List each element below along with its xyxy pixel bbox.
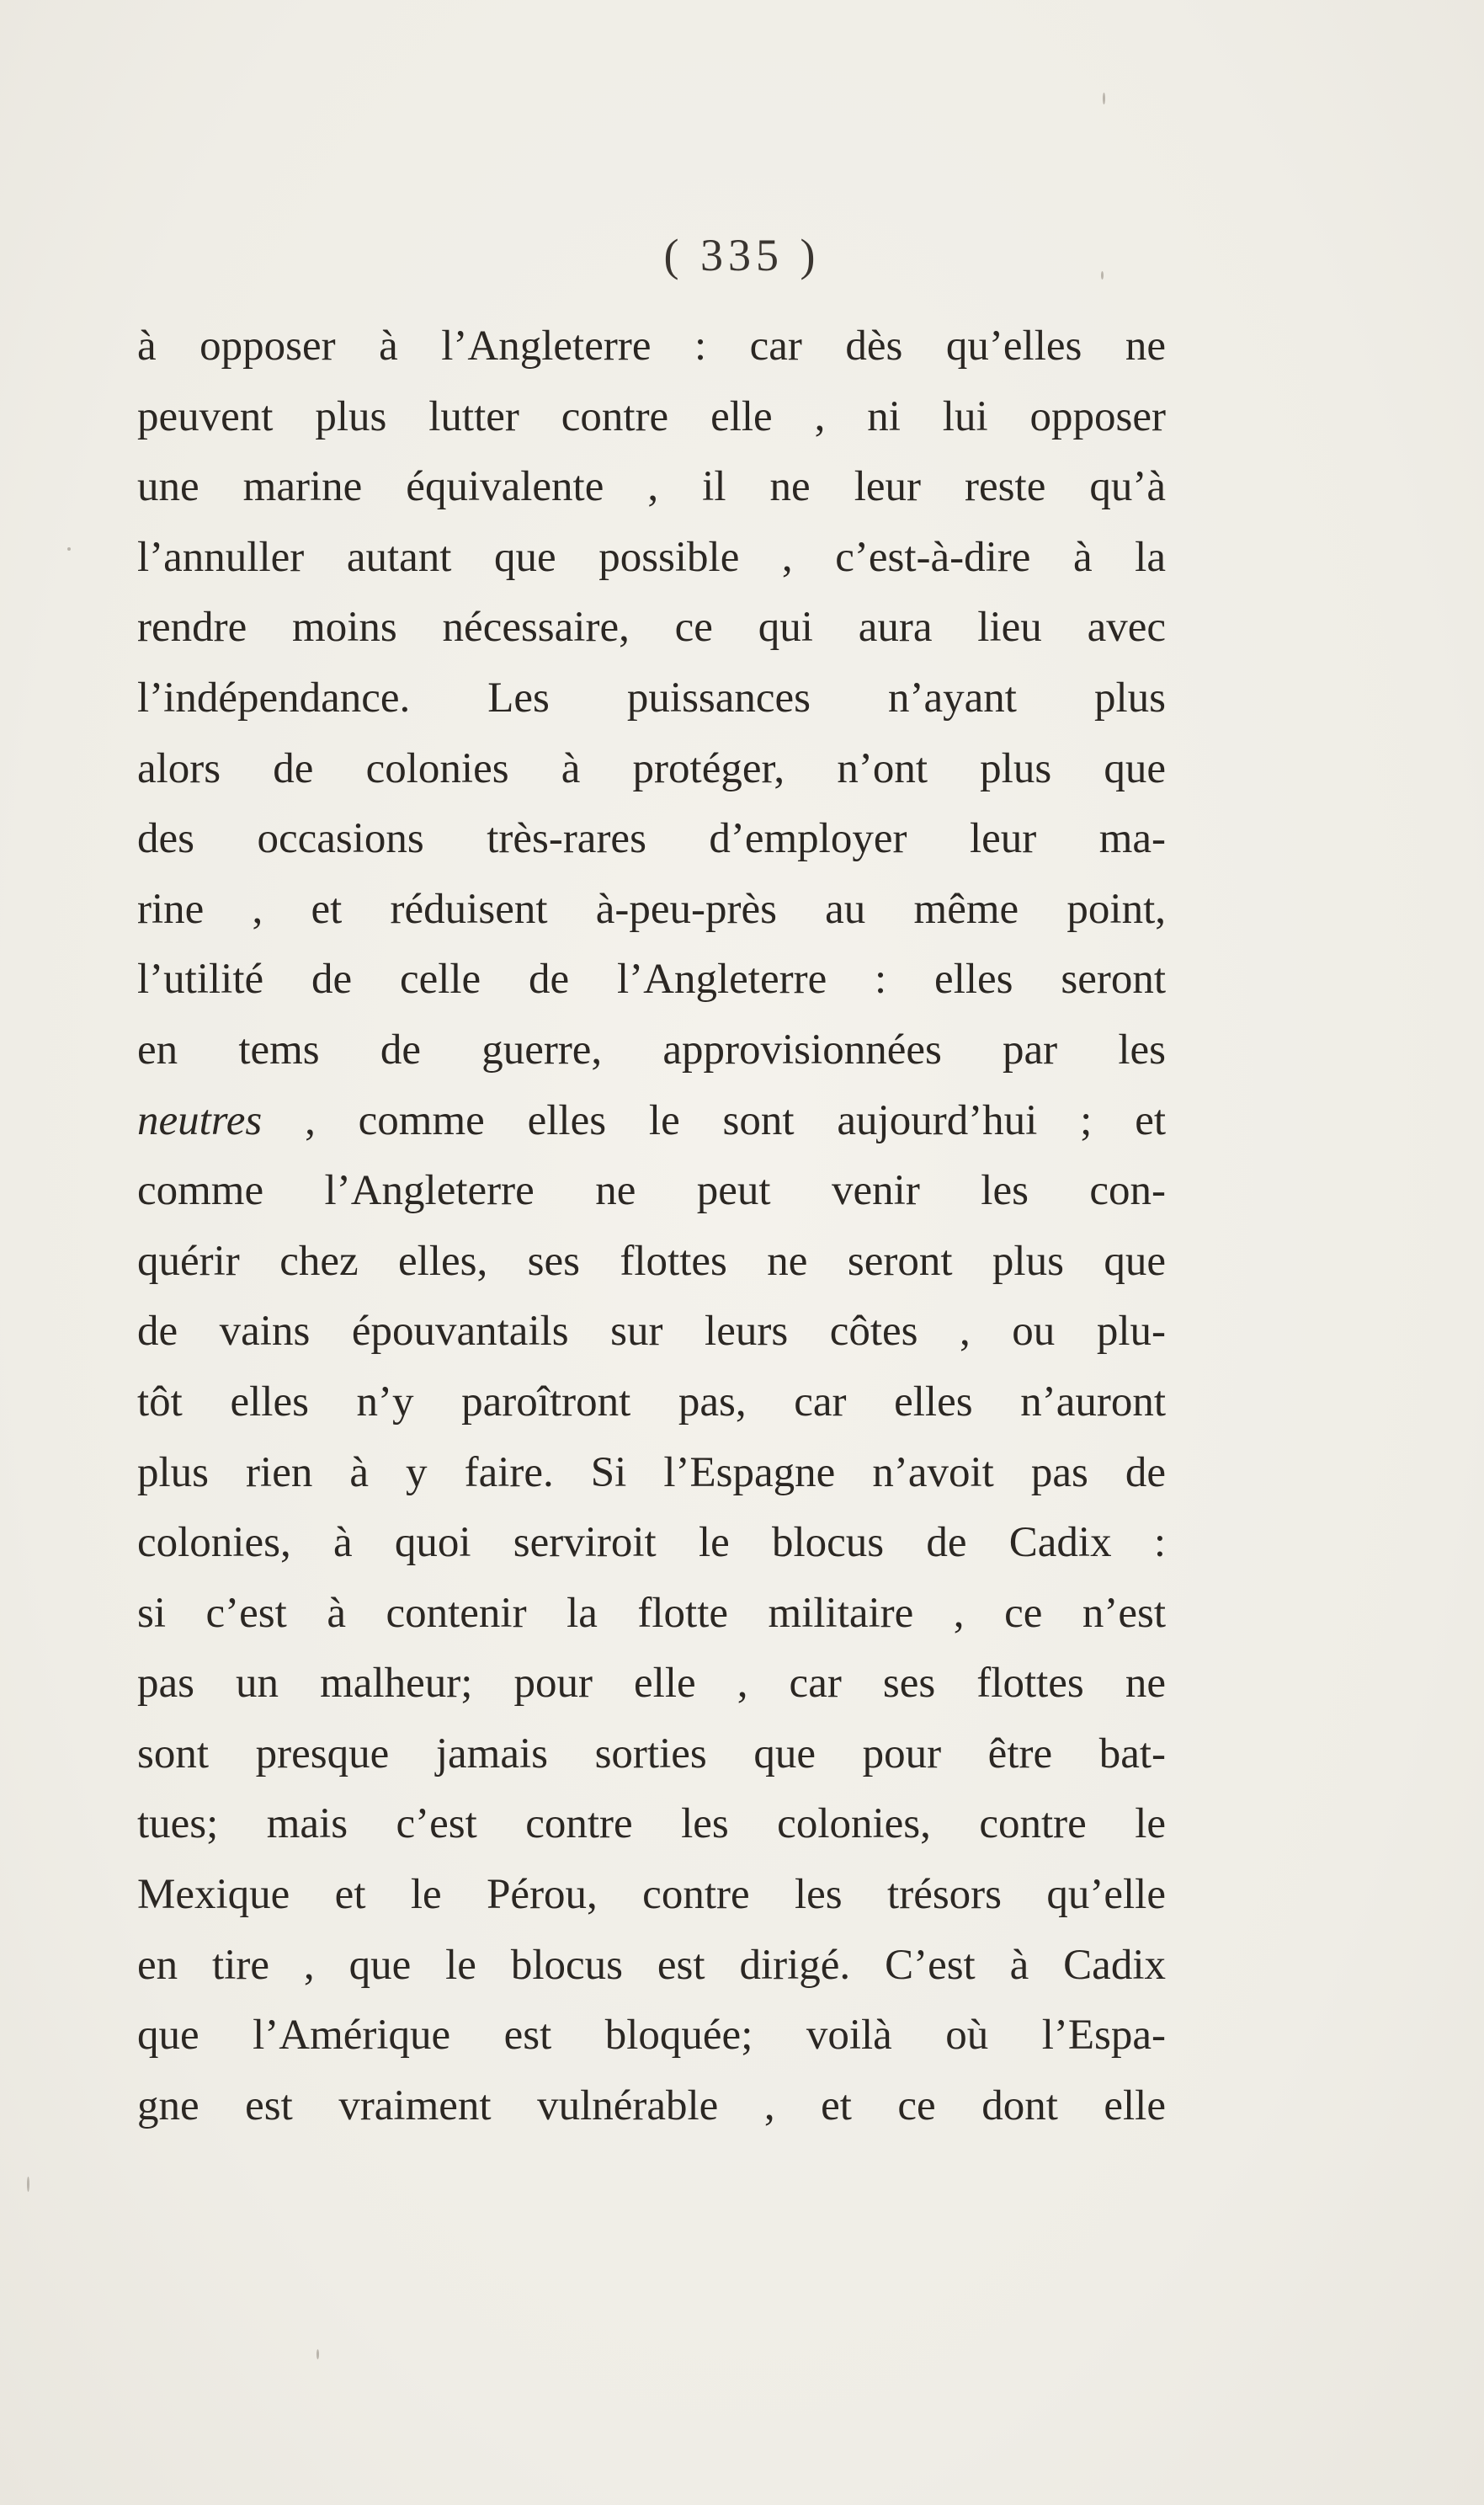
text-line: quérir chez elles, ses flottes ne seront plus que (137, 1237, 1166, 1285)
body-text (137, 312, 1166, 2141)
text-line: Mexique et le Pérou, contre les trésors qu’elle (137, 1871, 1166, 1919)
text-line: comme l’Angleterre ne peut venir les con- (137, 1167, 1166, 1215)
text-line: de vains épouvantails sur leurs côtes , ou plu- (137, 1308, 1166, 1356)
text-line: colonies, à quoi serviroit le blocus de Cadix : (137, 1519, 1166, 1567)
text-line: gne est vraiment vulnérable , et ce dont elle (137, 2081, 1166, 2129)
text-line: à opposer à l’Angleterre : car dès qu’elles ne (137, 322, 1166, 370)
page-number: ( 335 ) (663, 230, 821, 280)
text-line: l’annuller autant que possible , c’est-à-dire à la (137, 533, 1166, 581)
text-line: alors de colonies à protéger, n’ont plus que (137, 744, 1166, 792)
text-line: plus rien à y faire. Si l’Espagne n’avoit pas de (137, 1448, 1166, 1496)
text-line: que l’Amérique est bloquée; voilà où l’Espa- (137, 2012, 1166, 2060)
paper-speck (1101, 271, 1104, 280)
text-line (137, 1086, 1166, 1157)
paper-speck (27, 2177, 29, 2192)
text-line: tôt elles n’y paroîtront pas, car elles n’auront (137, 1378, 1166, 1426)
text-line: sont presque jamais sorties que pour être bat- (137, 1730, 1166, 1777)
text-line-rest: , comme elles le sont aujourd’hui ; et (262, 1096, 1166, 1144)
text-line: des occasions très-rares d’employer leur ma- (137, 815, 1166, 863)
text-line: tues; mais c’est contre les colonies, contre le (137, 1800, 1166, 1848)
text-line: si c’est à contenir la flotte militaire , ce n’est (137, 1589, 1166, 1637)
text-line: l’utilité de celle de l’Angleterre : elles seront (137, 956, 1166, 1004)
text-line: en tems de guerre, approvisionnées par les (137, 1026, 1166, 1074)
text-line: peuvent plus lutter contre elle , ni lui opposer (137, 392, 1166, 440)
text-line: rine , et réduisent à-peu-près au même point, (137, 885, 1166, 933)
paper-speck (316, 2349, 319, 2359)
text-line: rendre moins nécessaire, ce qui aura lieu avec (137, 604, 1166, 652)
paper-speck (1103, 93, 1105, 104)
paper-speck (67, 547, 71, 551)
text-line: pas un malheur; pour elle , car ses flottes ne (137, 1660, 1166, 1708)
text-line: l’indépendance. Les puissances n’ayant plus (137, 674, 1166, 722)
text-line: en tire , que le blocus est dirigé. C’est à Cadix (137, 1941, 1166, 1989)
text-line: une marine équivalente , il ne leur reste qu’à (137, 463, 1166, 511)
italic-word: neutres (137, 1096, 263, 1144)
